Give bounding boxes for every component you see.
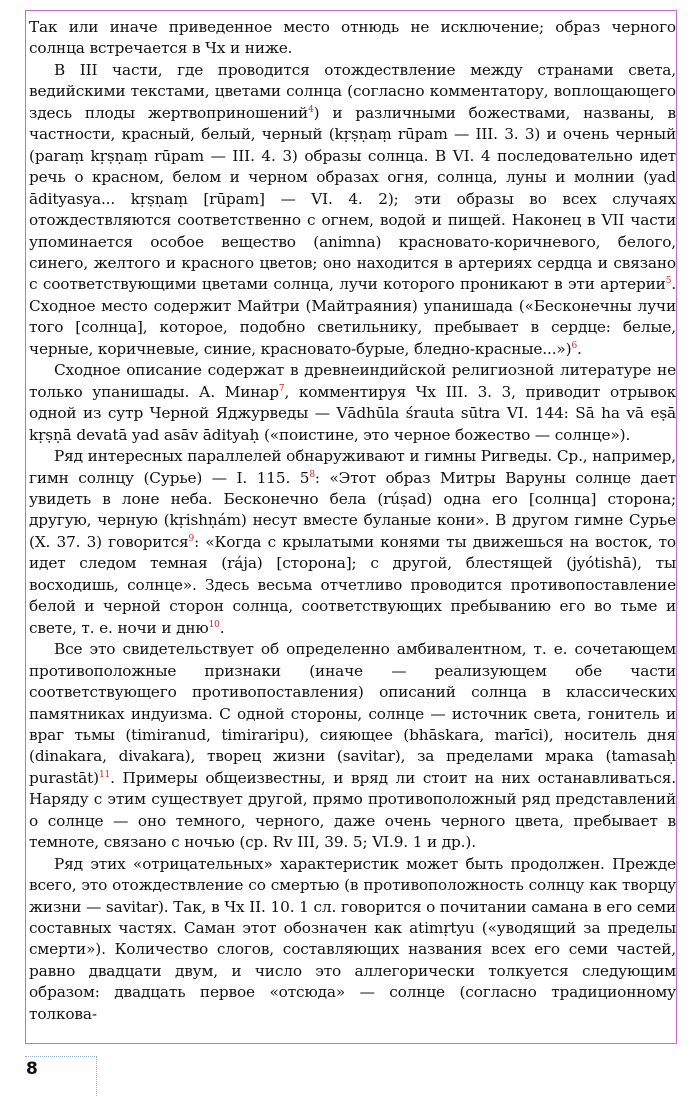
footnote-ref[interactable]: 7 — [278, 383, 285, 394]
paragraph-text: Ряд интересных параллелей обнаруживают и гимны Ригведы. Ср., например, гимн солнцу (Сурье) — I. 115. 5 — [29, 447, 676, 487]
footnote-ref[interactable]: 5 — [665, 276, 672, 287]
paragraph-text: Все это свидетельствует об определенно амбивалентном, т. е. сочетающем противоположные признаки (иначе — реализующем обе части соответствующего противопоставления) описаний солнца в классических памятниках индуизма. С одной стороны, солнце — источник света, гонитель и враг тьмы (timiranud, timiraripu), сияющее (bhāskara, marīci), носитель дня (dinakara, divakara), творец жизни (savitar), за пределами мрака (tamasaḥ purastāt) — [29, 640, 676, 787]
footnote-ref[interactable]: 9 — [188, 533, 195, 544]
footnote-ref[interactable]: 10 — [208, 619, 220, 630]
paragraph-text: , комментируя Чх III. 3. 3, приводит отрывок одной из сутр Черной Яджурведы — Vādhūla śrauta sūtra VI. 144: Sā ha vā eṣā kṛṣṇā devatā yad asāv ādityaḥ («поистине, это черное божество — солнце»). — [29, 382, 676, 444]
paragraph-text: : «Этот образ Митры Варуны солнце дает увидеть в лоне неба. Бесконечно бела (rúṣad) одна его [солнца] сторона; другую, черную (kṛishṇám) несут вместе буланые кони». В другом гимне Сурье (X. 37. 3) говорится — [29, 468, 676, 551]
footnote-ref[interactable]: 6 — [571, 340, 578, 351]
paragraph-text: . — [577, 339, 582, 358]
body-text — [29, 17, 676, 1025]
footnote-ref[interactable]: 8 — [309, 469, 315, 480]
paragraph-text: Сходное описание содержат в древнеиндийской религиозной литературе не только упанишады. А. Минар — [29, 361, 676, 401]
paragraph — [29, 360, 676, 446]
paragraph — [29, 854, 676, 1026]
paragraph — [29, 639, 676, 854]
paragraph-text: : «Когда с крылатыми конями ты движешься на восток, то идет следом темная (rája) [сторона]; с другой, блестящей (jyótishā), ты восходишь, солнце». Здесь весьма отчетливо проводится противопоставление белой и черной сторон солнца, соответствующих пребыванию его во тьме и свете, т. е. ночи и дню — [29, 532, 676, 637]
paragraph-text: Ряд этих «отрицательных» характеристик может быть продолжен. Прежде всего, это отождествление со смертью (в противоположность солнцу как творцу жизни — savitar). Так, в Чх II. 10. 1 сл. говорится о почитании самана в его семи составных частях. Саман этот обозначен как atimṛtyu («уводящий за пределы смерти»). Количество слогов, составляющих названия всех его семи частей, равно двадцати двум, и число это аллегорически толкуется следующим образом: двадцать первое «отсюда» — солнце (согласно традиционному толкова- — [29, 854, 676, 1023]
page-number: 8 — [26, 1059, 38, 1079]
paragraph-text: . Сходное место содержит Майтри (Майтраяния) упанишада («Бесконечны лучи того [солнца], которое, подобно светильнику, пребывает в сердце: белые, черные, коричневые, синие, красновато-бурые, бледно-красные...») — [29, 275, 676, 358]
paragraph-text: В III части, где проводится отождествление между странами света, ведийскими текстами, цветами солнца (согласно комментатору, воплощающего здесь плоды жертвоприношений — [29, 60, 676, 122]
paragraph — [29, 446, 676, 639]
footnote-ref[interactable]: 4 — [308, 104, 314, 115]
paragraph-text: ) и различными божествами, названы, в частности, красный, белый, черный (kṛṣṇaṃ rūpam — III. 3. 3) и очень черный (paraṃ kṛṣṇaṃ rūpam — III. 4. 3) образы солнца. В VI. 4 последовательно идет речь о красном, белом и черном образах огня, солнца, луны и молнии (yad ādityasya... kṛṣṇaṃ [rūpam] — VI. 4. 2); эти образы во всех случаях отождествляются соответственно с огнем, водой и пищей. Наконец в VII части упоминается особое вещество (animna) красновато-коричневого, белого, синего, желтого и красного цветов; оно находится в артериях сердца и связано с соответствующими цветами солнца, лучи которого проникают в эти артерии — [29, 103, 676, 294]
text-frame — [25, 10, 677, 1044]
paragraph-text: Так или иначе приведенное место отнюдь не исключение; образ черного солнца встречается в Чх и ниже. — [29, 18, 676, 58]
paragraph-text: . — [219, 618, 225, 637]
paragraph — [29, 60, 676, 360]
paragraph — [29, 17, 676, 60]
footnote-ref[interactable]: 11 — [98, 769, 111, 780]
paragraph-text: . Примеры общеизвестны, и вряд ли стоит на них останавливаться. Наряду с этим существует другой, прямо противоположный ряд представлений о солнце — оно темного, черного, даже очень черного цвета, пребывает в темноте, связано с ночью (ср. Rv III, 39. 5; VI.9. 1 и др.). — [29, 768, 676, 852]
folio-frame — [25, 1056, 97, 1096]
